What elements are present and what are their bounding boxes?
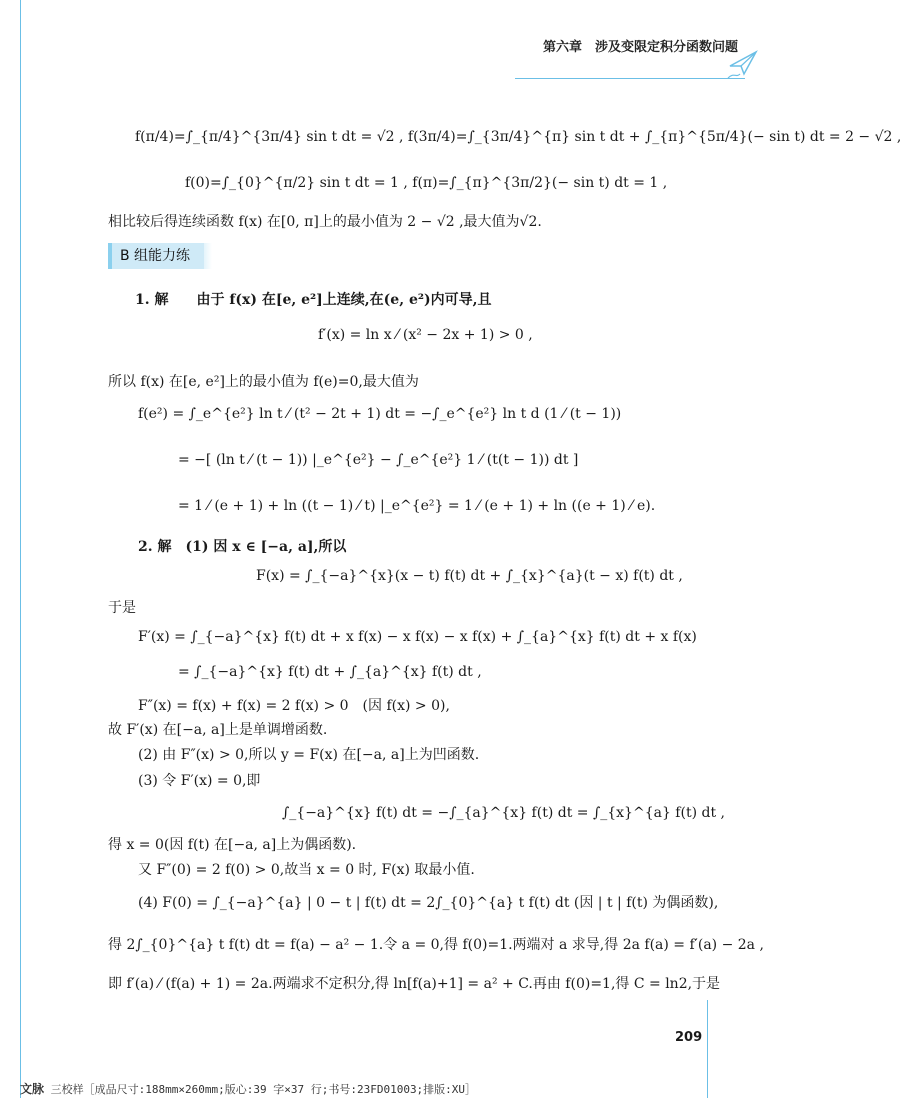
f-e2-step-3: = 1 ⁄ (e + 1) + ln ((t − 1) ⁄ t) |_e^{e²} = 1 ⁄ (e + 1) + ln ((e + 1) ⁄ e).	[178, 498, 656, 514]
equation-f-0: f(0)=∫_{0}^{π/2} sin t dt = 1 , f(π)=∫_{π}^{3π/2}(− sin t) dt = 1 ,	[185, 175, 668, 191]
equation-f-pi-4: f(π/4)=∫_{π/4}^{3π/4} sin t dt = √2 , f(3π/4)=∫_{3π/4}^{π} sin t dt + ∫_{π}^{5π/4}(− sin t) dt = 2 − √2 ,	[135, 129, 901, 145]
conclusion-line: 相比较后得连续函数 f(x) 在[0, π]上的最小值为 2 − √2 ,最大值为√2.	[108, 214, 542, 230]
derivative-equation: f′(x) = ln x ⁄ (x² − 2x + 1) > 0 ,	[318, 327, 533, 343]
problem-1-intro: 1. 解 由于 f(x) 在[e, e²]上连续,在(e, e²)内可导,且	[135, 292, 492, 308]
problem-2-intro: 2. 解 (1) 因 x ∈ [−a, a],所以	[138, 539, 347, 555]
f-e2-step-2: = −[ (ln t ⁄ (t − 1)) |_e^{e²} − ∫_e^{e²} 1 ⁄ (t(t − 1)) dt ]	[178, 452, 579, 468]
part-2-statement: (2) 由 F″(x) > 0,所以 y = F(x) 在[−a, a]上为凹函数.	[138, 747, 480, 763]
part-4-statement: (4) F(0) = ∫_{−a}^{a} | 0 − t | f(t) dt = 2∫_{0}^{a} t f(t) dt (因 | t | f(t) 为偶函数),	[138, 895, 719, 911]
page-number-rule	[707, 1000, 708, 1098]
problem-1-line-3: 所以 f(x) 在[e, e²]上的最小值为 f(e)=0,最大值为	[108, 374, 419, 390]
part-3-equation: ∫_{−a}^{x} f(t) dt = −∫_{a}^{x} f(t) dt = ∫_{x}^{a} f(t) dt ,	[282, 805, 725, 821]
F-prime-step-2: = ∫_{−a}^{x} f(t) dt + ∫_{a}^{x} f(t) dt ,	[178, 664, 482, 680]
section-tag: B 组能力练	[108, 243, 204, 269]
page-margin-rule	[20, 0, 21, 1098]
monotonic-statement: 故 F′(x) 在[−a, a]上是单调增函数.	[108, 722, 328, 738]
part-3-minimum: 又 F″(0) = 2 f(0) > 0,故当 x = 0 时, F(x) 取最小值.	[138, 862, 475, 878]
part-3-statement: (3) 令 F′(x) = 0,即	[138, 773, 261, 789]
header-rule	[515, 78, 745, 79]
F-x-definition: F(x) = ∫_{−a}^{x}(x − t) f(t) dt + ∫_{x}^{a}(t − x) f(t) dt ,	[256, 568, 683, 584]
f-e2-equation: f(e²) = ∫_e^{e²} ln t ⁄ (t² − 2t + 1) dt = −∫_e^{e²} ln t d (1 ⁄ (t − 1))	[138, 406, 622, 422]
print-footer	[20, 1080, 476, 1097]
paper-plane-icon	[726, 44, 760, 84]
therefore-label: 于是	[108, 600, 136, 616]
part-4-integration: 即 f′(a) ⁄ (f(a) + 1) = 2a.两端求不定积分,得 ln[f(a)+1] = a² + C.再由 f(0)=1,得 C = ln2,于是	[108, 976, 721, 992]
chapter-header: 第六章 涉及变限定积分函数问题	[542, 40, 738, 55]
part-4-derivation: 得 2∫_{0}^{a} t f(t) dt = f(a) − a² − 1.令 a = 0,得 f(0)=1.两端对 a 求导,得 2a f(a) = f′(a) − 2a ,	[108, 937, 764, 953]
footer-info: 三校样［成品尺寸:188mm×260mm;版心:39 字×37 行;书号:23FD01003;排版:XU］	[50, 1083, 477, 1096]
F-prime-step-1: F′(x) = ∫_{−a}^{x} f(t) dt + x f(x) − x f(x) − x f(x) + ∫_{a}^{x} f(t) dt + x f(x)	[138, 629, 697, 645]
F-double-prime: F″(x) = f(x) + f(x) = 2 f(x) > 0 (因 f(x) > 0),	[138, 698, 450, 714]
footer-brand: 文脉	[20, 1082, 45, 1096]
part-3-result: 得 x = 0(因 f(t) 在[−a, a]上为偶函数).	[108, 837, 357, 853]
page-number: 209	[675, 1030, 703, 1045]
